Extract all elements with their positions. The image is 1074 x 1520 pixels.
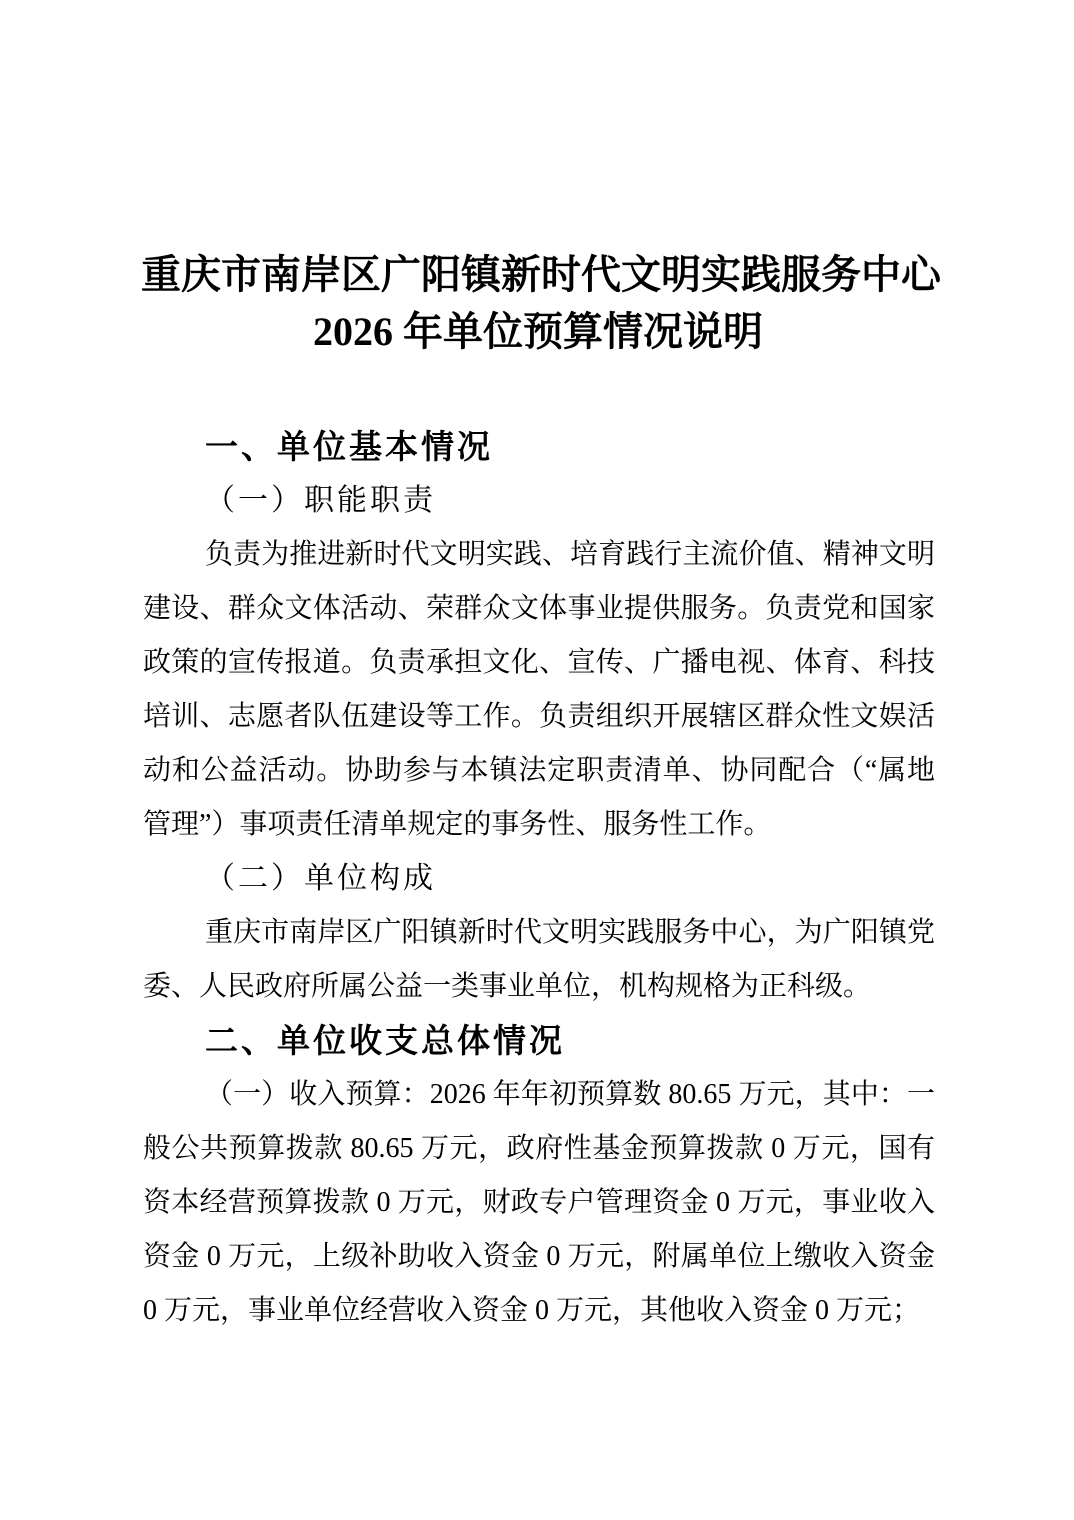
paragraph-line: 0 万元，事业单位经营收入资金 0 万元，其他收入资金 0 万元； — [143, 1295, 921, 1326]
paragraph-line: （一）收入预算：2026 年年初预算数 80.65 万元，其中：一 — [205, 1079, 935, 1110]
section-heading-2: 二、单位收支总体情况 — [205, 1022, 565, 1059]
paragraph-line: 政策的宣传报道。负责承担文化、宣传、广播电视、体育、科技 — [143, 647, 935, 678]
document-title-line1: 重庆市南岸区广阳镇新时代文明实践服务中心 — [141, 252, 941, 297]
paragraph-line: 重庆市南岸区广阳镇新时代文明实践服务中心，为广阳镇党 — [205, 917, 935, 948]
paragraph-line: 培训、志愿者队伍建设等工作。负责组织开展辖区群众性文娱活 — [143, 701, 935, 732]
paragraph-line: 管理”）事项责任清单规定的事务性、服务性工作。 — [143, 809, 772, 840]
paragraph-line: 般公共预算拨款 80.65 万元，政府性基金预算拨款 0 万元，国有 — [143, 1133, 935, 1164]
section-heading-1: 一、单位基本情况 — [205, 428, 493, 465]
document-body — [143, 420, 935, 1338]
subsection-heading-1-1: （一）职能职责 — [205, 484, 436, 517]
document-title — [141, 246, 941, 360]
paragraph-line: 资本经营预算拨款 0 万元，财政专户管理资金 0 万元，事业收入 — [143, 1187, 935, 1218]
paragraph-line: 建设、群众文体活动、荣群众文体事业提供服务。负责党和国家 — [143, 593, 935, 624]
subsection-heading-1-2: （二）单位构成 — [205, 862, 436, 895]
paragraph-line: 动和公益活动。协助参与本镇法定职责清单、协同配合（“属地 — [143, 755, 935, 786]
paragraph-line: 委、人民政府所属公益一类事业单位，机构规格为正科级。 — [143, 971, 872, 1002]
document-title-line2: 2026 年单位预算情况说明 — [313, 309, 763, 354]
paragraph-line: 负责为推进新时代文明实践、培育践行主流价值、精神文明 — [205, 539, 935, 570]
paragraph-line: 资金 0 万元，上级补助收入资金 0 万元，附属单位上缴收入资金 — [143, 1241, 935, 1272]
